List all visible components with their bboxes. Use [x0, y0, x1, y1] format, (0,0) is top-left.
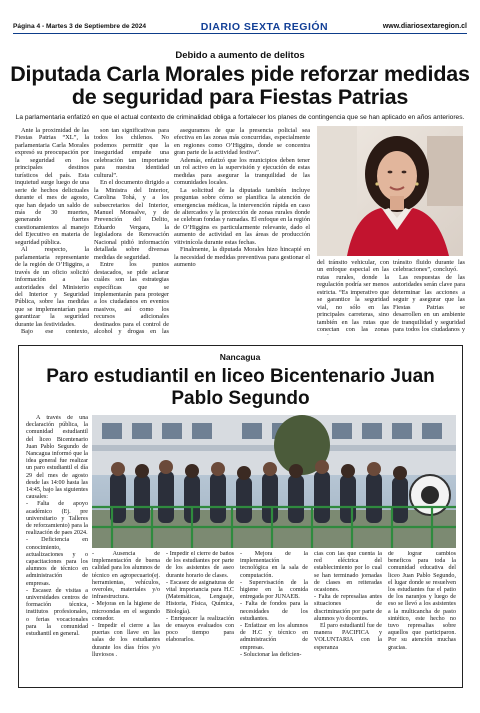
paragraph: Las respuestas de las autoridades serán clave para determinar las acciones a seguir y asegurar que las Fiestas Patrias se desarrollen en un ambiente de tranquilidad y seguridad para todos los ciudadanos y — [393, 273, 465, 334]
paragraph: - Supervisación de la higiene en la comida entregada por JUNAEB. — [240, 579, 308, 601]
paragraph: - Enfatizar en los alumnos de H.C y técnico en administración de empresas. — [240, 623, 308, 651]
paragraph: - Mejora de la implementación tecnológica en la sala de computación. — [240, 551, 308, 579]
paragraph: La solicitud de la diputada también incluye preguntas sobre cómo se planifica la atención de emergencias médicas, la intervención rápida en caso de altercados y la protección de zonas rurales donde se celebran fondas y ramadas. El enfoque en la región de O’Higgins es particularmente relevante, dado el aumento de actividad en las áreas de producción vitivinícola durante estas fechas. — [174, 186, 310, 246]
paragraph: - Solucionar las deficien- — [240, 651, 302, 658]
article1-kicker: Debido a aumento de delitos — [175, 50, 305, 61]
paragraph: Ante la proximidad de las Fiestas Patrias “XL”, la parlamentaria Carla Morales expresó su preocupación por la seguridad en los principales destinos turísticos del país. Esta inquietud surge luego de una serie de hechos delictuales durante el mes de agosto, que han dejado un saldo de más de 30 muertes, generando fuertes cuestionamientos al manejo del Ejecutivo en materia de seguridad pública. — [15, 127, 89, 246]
paragraph: - Deficiencia en conocimiento, actualizaciones y o capacitaciones para los alumnos de técnico en administración de empresas. — [26, 537, 88, 587]
article2-column-a — [92, 551, 160, 683]
article1-lead: La parlamentaria enfatizó en que el actual contexto de criminalidad obliga a fortalecer los planes de contingencia que se han aplicado en años anteriores. — [15, 114, 465, 121]
newspaper-name: DIARIO SEXTA REGIÓN — [200, 20, 329, 33]
paragraph: aseguramos de que la presencia policial sea efectiva en las zonas más concurridas, especialmente en regiones como O’Higgins, donde se concentra gran parte de la actividad festiva”. — [174, 127, 310, 157]
students-illustration — [92, 415, 456, 548]
students-protest-photo — [92, 415, 456, 548]
deputy-portrait-photo — [317, 126, 463, 256]
article2-column-c — [240, 551, 308, 683]
article2-headline: Paro estudiantil en liceo Bicentenario Juan Pablo Segundo — [46, 366, 435, 409]
article1-headline: Diputada Carla Morales pide reforzar medidas de seguridad para Fiestas Patrias — [10, 62, 470, 109]
paragraph: Finalmente, la diputada Morales hizo hincapié en la necesidad de medidas preventivas para gestionar el aumento — [174, 246, 310, 269]
website-link[interactable]: www.diariosextaregion.cl — [382, 23, 467, 30]
paragraph: del tránsito vehicular, con un enfoque especial en las rutas rurales, donde la regulación podría ser menos estricta. “Es imperativo que se garantice la seguridad vial, no sólo en las principales carreteras, sino también en las rutas que conectan con las zonas — [317, 259, 389, 334]
paragraph: - Enriquecer la realización de ensayos evaluados con poco tiempo para elaborarlos. — [166, 615, 234, 644]
paragraph: - Escasez de asignaturas de vital importancia para H.C (Matemáticas, Lenguaje, Historia, Física, Química, Biología). — [166, 579, 234, 615]
paragraph: - Falta de fondos para la necesidades de los estudiantes. — [240, 601, 308, 622]
paragraph: cias con las que cuenta la red eléctrica del establecimiento por lo cual se han terminado jornadas de clases en reiteradas ocasiones. — [314, 551, 382, 594]
paragraph: El paro estudiantil fue de manera PACIFICA y VOLUNTARIA con la esperanza — [314, 623, 382, 651]
article2-column-b — [166, 551, 234, 683]
paragraph: - Impedir el cierre de baños de los estudiantes por parte de los asistentes de aseo durante horario de clases. — [166, 551, 234, 579]
article1-column-5 — [393, 259, 465, 335]
paragraph: - Ausencia de implementación de buena calidad para los alumnos de técnico en agropecuario(ej. herramientas, vehículos, overoles, materiales y/o infraestructura. — [92, 551, 160, 601]
article1-column-3 — [174, 127, 310, 335]
page-date: Página 4 - Martes 3 de Septiembre de 2024 — [13, 23, 147, 30]
article2-column-e — [388, 551, 456, 683]
article2-intro-column — [26, 415, 88, 683]
article1-column-2 — [94, 127, 169, 335]
paragraph: Al respecto, la parlamentaria representante de la región de O’Higgins, a través de un oficio solicitó información a las autoridades del Ministerio del Interior y Seguridad Pública, sobre las medidas que se implementarían para garantizar la seguridad durante las festividades. — [15, 246, 89, 328]
article1-column-1 — [15, 127, 89, 335]
article2-column-d — [314, 551, 382, 683]
paragraph: - Falta de apoyo académico (Ej. pre universitario y Talleres de reforzamiento) para la realización de paes 2024. — [26, 501, 88, 537]
paragraph: tránsito fluido durante las celebraciones”, concluyó. — [393, 259, 465, 274]
paragraph: En el documento dirigido a la Ministra del Interior, Carolina Tohá, y a los subsecretarios del Interior, Manuel Monsalve, y de Prevención del Delito, Eduardo Vergara, la legisladora de Renovación Nacional pidió información detallada sobre diversas medidas de seguridad. — [94, 179, 169, 261]
paragraph: de lograr cambios beneficos para toda la comunidad educativa del liceo Juan Pablo Segundo, el lugar donde se resuelven los estudiantes fue el patio de los naranjos y luego de eso se llevó a los asistentes a la multicancha de pasto sintético, este hecho no tuvo represalias sobre aquellos que participaron. Por su atención muchas gracias. — [388, 551, 456, 651]
paragraph: Bajo ese contexto, — [21, 328, 89, 335]
paragraph: Entre los puntos destacados, se pide aclarar cuáles son las estrategias específicas que se implementarán para proteger a los ciudadanos en eventos masivos, así como los recursos adicionales destinados para el control de alcohol y drogas en las — [94, 261, 169, 335]
paragraph: - Falta de represalias antes situaciones de discriminación por parte de alumnos y/o docentes. — [314, 594, 382, 622]
article2-kicker: Nancagua — [219, 352, 261, 362]
paragraph: - Mejoras en la higiene de microondas en el segundo comedor. — [92, 601, 160, 622]
paragraph: - Escasez de visitas a universidades centros de formación técnica, institutos profesionales, o ferias vocacionales para la comunidad estudiantil en general. — [26, 587, 88, 638]
paragraph: Además, enfatizó que los municipios deben tener un rol activo en la supervisión y ejecución de estas medidas para asegurar la tranquilidad de las comunidades locales. — [174, 156, 310, 187]
paragraph: - Impedir el cierre a las puertas con llave en las salas de los estudiantes durante los días fríos y/o lluviosos . — [92, 623, 160, 658]
page-header — [13, 20, 467, 34]
portrait-illustration — [317, 126, 463, 256]
article1-column-4 — [317, 259, 389, 335]
paragraph: son tan significativas para todos los chilenos. No podemos permitir que la inseguridad empañe una celebración tan importante para nuestra identidad cultural”. — [94, 127, 169, 179]
paragraph: A través de una declaración pública, la comunidad estudiantil del liceo Bicentenario Juan Pablo Segundo de Nancagua informó que la idea general fue realizar un paro estudiantil el día 29 del mes de agosto desde las 14:00 hasta las 14:45, bajo las siguientes causales: — [26, 415, 88, 501]
